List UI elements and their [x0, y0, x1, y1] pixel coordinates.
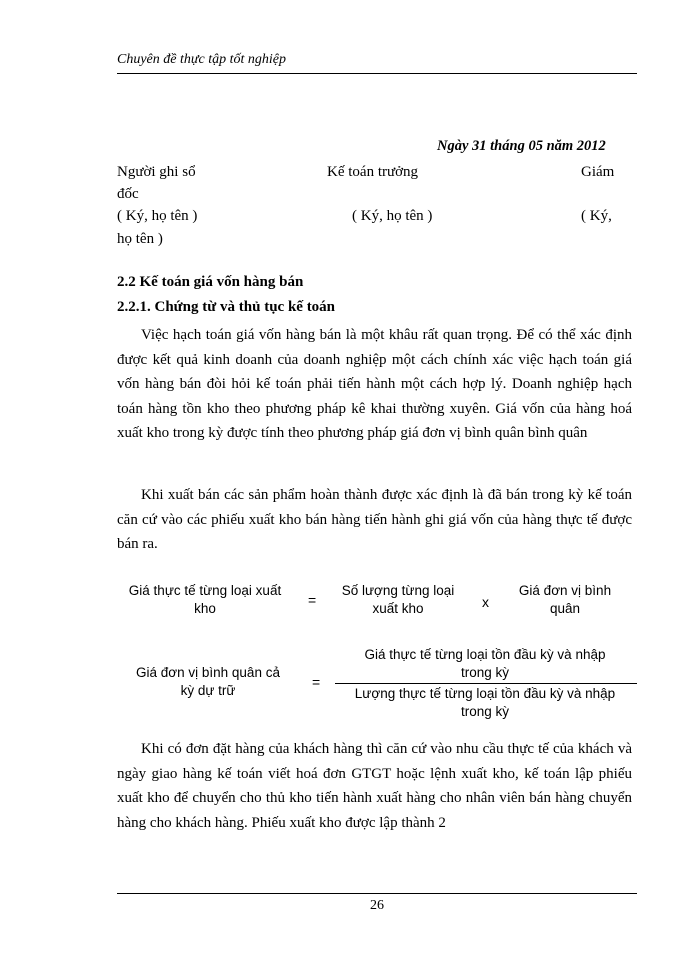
- formula-2-equals: =: [312, 674, 321, 690]
- formula-1-times: x: [482, 594, 489, 610]
- date-line: Ngày 31 tháng 05 năm 2012: [437, 138, 606, 154]
- formula-1-lhs-line1: Giá thực tế từng loại xuất: [128, 583, 282, 598]
- formula-2-numerator-line1: Giá thực tế từng loại tồn đầu kỳ và nhập: [364, 647, 606, 662]
- formula-2-numerator: [335, 646, 635, 682]
- signature-director-cont: đốc: [117, 186, 139, 202]
- formula-1-factor-2: [505, 582, 625, 618]
- header-divider: [117, 73, 637, 74]
- header-title: Chuyên đề thực tập tốt nghiệp: [117, 52, 286, 67]
- formula-1-lhs-line2: kho: [194, 601, 216, 616]
- signature-chief-accountant: Kế toán trưởng: [327, 164, 419, 180]
- sign-name-note-2: ( Ký, họ tên ): [352, 208, 433, 224]
- paragraph-2: [117, 483, 632, 557]
- formula-1-factor-2-line2: quân: [549, 601, 581, 616]
- page-number: 26: [370, 898, 384, 913]
- formula-1-factor-2-line1: Giá đơn vị bình: [518, 583, 612, 598]
- formula-2-denominator-line2: trong kỳ: [460, 704, 510, 719]
- paragraph-1: [117, 323, 632, 446]
- formula-2-lhs: [118, 664, 298, 700]
- paragraph-1-text: Việc hạch toán giá vốn hàng bán là một khâu rất quan trọng. Để có thể xác định được kết quả kinh doanh của doanh nghiệp một cách chính xác việc hạch toán giá vốn hàng bán đòi hỏi kế toán phải tiến hành một cách hợp lý. Doanh nghiệp hạch toán hàng tồn kho theo phương pháp kê khai thường xuyên. Giá vốn của hàng hoá xuất kho trong kỳ được tính theo phương pháp giá đơn vị bình quân bình quân: [117, 327, 632, 441]
- formula-2-fraction-bar: [335, 683, 637, 684]
- paragraph-3: [117, 737, 632, 835]
- formula-2-lhs-line2: kỳ dự trữ: [180, 683, 236, 698]
- footer-divider: [117, 893, 637, 894]
- section-heading-2-2: 2.2 Kế toán giá vốn hàng bán: [117, 274, 304, 290]
- sign-name-note-1: ( Ký, họ tên ): [117, 208, 198, 224]
- signature-recorder: Người ghi sổ: [117, 164, 196, 180]
- signature-director: Giám: [581, 164, 615, 180]
- section-heading-2-2-1: 2.2.1. Chứng từ và thủ tục kế toán: [117, 299, 336, 315]
- formula-2-denominator-line1: Lượng thực tế từng loại tồn đầu kỳ và nhập: [354, 686, 616, 701]
- formula-1-factor-1-line2: xuất kho: [372, 601, 424, 616]
- formula-1-factor-1-line1: Số lượng từng loại: [341, 583, 455, 598]
- sign-name-note-3: ( Ký,: [581, 208, 612, 224]
- formula-1-lhs: [110, 582, 300, 618]
- formula-1-equals: =: [308, 592, 317, 608]
- paragraph-2-text: Khi xuất bán các sản phẩm hoàn thành được xác định là đã bán trong kỳ kế toán căn cứ vào các phiếu xuất kho bán hàng tiến hành ghi giá vốn của hàng thực tế được bán ra.: [117, 487, 632, 552]
- formula-2-numerator-line2: trong kỳ: [460, 665, 510, 680]
- formula-1-factor-1: [328, 582, 468, 618]
- paragraph-3-text: Khi có đơn đặt hàng của khách hàng thì căn cứ vào nhu cầu thực tế của khách và ngày giao hàng kế toán viết hoá đơn GTGT hoặc lệnh xuất kho, kế toán lập phiếu xuất kho để chuyển cho thủ kho tiến hành xuất hàng cho nhân viên bán hàng chuyển hàng cho khách hàng. Phiếu xuất kho được lập thành 2: [117, 741, 632, 831]
- formula-2-denominator: [335, 685, 635, 721]
- sign-name-note-3-cont: họ tên ): [117, 231, 163, 247]
- formula-2-lhs-line1: Giá đơn vị bình quân cả: [136, 665, 280, 680]
